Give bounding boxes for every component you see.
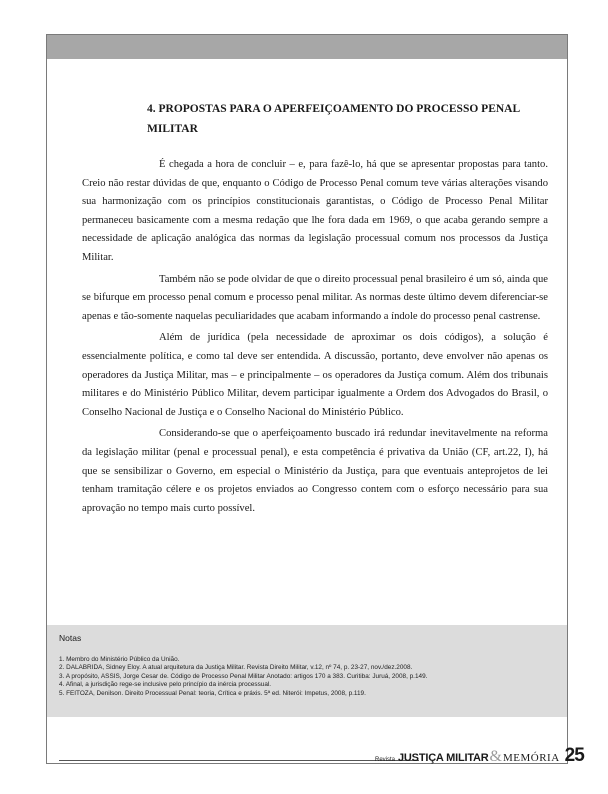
footer-justica-militar: JUSTIÇA MILITAR — [398, 752, 489, 764]
note-item: 3. A propósito, ASSIS, Jorge Cesar de. Código de Processo Penal Militar Anotado: artigos 170 a 383. Curitiba: Juruá, 2008, p.149. — [59, 672, 428, 680]
paragraph: Além de jurídica (pela necessidade de aproximar os dois códigos), a solução é essencialmente política, e como tal deve ser entendida. A discussão, portanto, deve envolver não apenas os operadores da Justiça Militar, mas – e principalmente – os operadores da Justiça comum. Além dos tribunais militares e do Ministério Público Militar, devem participar igualmente a Ordem dos Advogados do Brasil, o Conselho Nacional de Justiça e o Conselho Nacional do Ministério Público. — [82, 332, 548, 418]
paragraph: Considerando-se que o aperfeiçoamento buscado irá redundar inevitavelmente na reforma da legislação militar (penal e processual penal), e esta competência é privativa da União (CF, art.22, I), há que se sensibilizar o Governo, em especial o Ministério da Justiça, para que eventuais anteprojetos de lei tenham tramitação célere e os projetos enviados ao Congresso contem com o esforço necessário para sua aprovação no tempo mais curto possível. — [82, 428, 548, 514]
article-body — [82, 156, 548, 521]
notes-title: Notas — [59, 633, 82, 643]
section-title: 4. PROPOSTAS PARA O APERFEIÇOAMENTO DO PROCESSO PENAL MILITAR — [147, 103, 520, 135]
note-item: 4. Afinal, a jurisdição rege-se inclusive pelo princípio da inércia processual. — [59, 681, 272, 689]
notes-list — [59, 656, 559, 698]
note-item: 5. FEITOZA, Denilson. Direito Processual Penal: teoria, Crítica e práxis. 5ª ed. Niterói: Impetus, 2008, p.119. — [59, 689, 366, 697]
magazine-footer — [375, 745, 584, 769]
footer-memoria: MEMÓRIA — [502, 752, 560, 764]
footer-rule — [59, 760, 419, 761]
note-item: 1. Membro do Ministério Público da União. — [59, 656, 180, 663]
footer-revista: Revista — [375, 757, 396, 763]
notes-panel — [47, 625, 567, 717]
page-frame — [46, 34, 568, 764]
header-band — [47, 35, 567, 59]
page-number: 25 — [564, 745, 584, 766]
paragraph: Também não se pode olvidar de que o direito processual penal brasileiro é um só, ainda que se bifurque em processo penal comum e processo penal militar. As normas deste último devem diferenciar-se apenas e tão-somente naquelas peculiaridades que acabam informando a índole do processo penal castrense. — [82, 273, 548, 322]
footer-ampersand: & — [489, 748, 502, 765]
note-item: 2. DALABRIDA, Sidney Eloy. A atual arquitetura da Justiça Militar. Revista Direito Militar, v.12, nº 74, p. 23-27, nov./dez.2008. — [59, 664, 413, 672]
paragraph: É chegada a hora de concluir – e, para fazê-lo, há que se apresentar propostas para tanto. Creio não restar dúvidas de que, enquanto o Código de Processo Penal comum teve várias alterações visando sua harmonização com os princípios constitucionais garantistas, o Código de Processo Penal Militar permaneceu basicamente com a mesma redação que lhe fora dada em 1969, o que acaba gerando sempre a necessidade de aplicação analógica das normas da legislação processual comum nos processos da Justiça Militar. — [82, 159, 548, 263]
